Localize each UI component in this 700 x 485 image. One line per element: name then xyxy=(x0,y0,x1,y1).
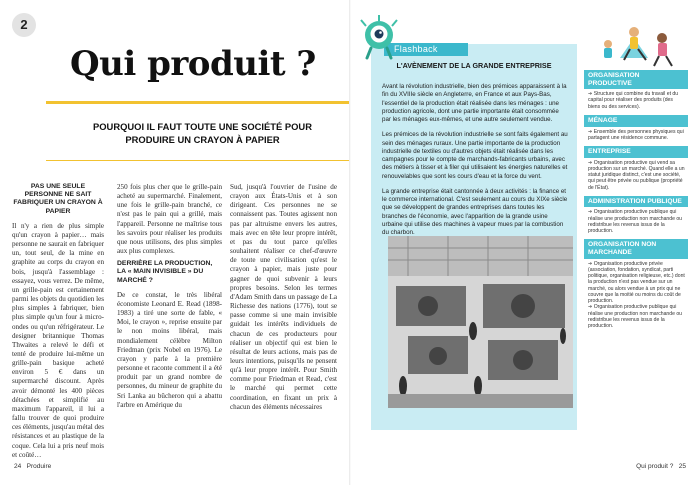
glossary-definition-text: Structure qui combine du travail et du capital pour réaliser des produits (des biens ou des services). xyxy=(588,91,679,110)
glossary-sidebar xyxy=(584,70,688,430)
text-column-2 xyxy=(117,183,222,453)
glossary-definition-text: Organisation productive publique qui réalise une production non marchande ou redistribue les revenus issus de la production. xyxy=(588,304,683,330)
glossary-entry xyxy=(584,115,688,146)
arrow-icon: ➔ xyxy=(588,304,594,311)
glossary-heading: ADMINISTRATION PUBLIQUE xyxy=(584,196,688,208)
section-kicker: DERRIÈRE LA PRODUCTION, LA « MAIN INVISIBLE » DU MARCHÉ ? xyxy=(117,260,213,284)
glossary-entry xyxy=(584,196,688,240)
flashback-paragraph: La grande entreprise était cantonnée à deux activités : la finance et le commerce international. C'est seulement au cours du XIXe siècle que se développent de grandes entreprises dans toutes les branches de l'économie, avec l'apparition de la grande usine urbaine qui utilise des machines à vapeur mues par la combustion du charbon. xyxy=(382,187,568,236)
factory-engraving-image xyxy=(388,236,573,408)
body-paragraph: Il n'y a rien de plus simple qu'un crayon à papier… mais personne ne saurait en fabriquer un, tout seul, de la mine en graphite au corps du crayon en bois, jusqu'à l'assemblage : essayez, vous verrez. De même, un grille-pain est certainement parmi les objets du quotidien les plus simples à fabriquer, bien plus simple qu'un four à micro-ondes ou qu'un réfrigérateur. Le designer britannique Thomas Thwaites a relevé le défi et tenté de produire lui-même un grille-pain basique acheté environ 5 € dans un supermarché discount. Après avoir démonté les 400 pièces détachées et simplifié au maximum l'appareil, il lui a fallu trouver de quoi produire ces éléments, jusqu'au métal des résistances et au plastique de la coque. Cela lui a pris neuf mois et coûté… xyxy=(12,221,105,459)
subtitle-divider xyxy=(46,160,349,161)
text-column-3 xyxy=(230,183,337,453)
glossary-definition-text: Organisation productive qui vend sa production sur un marché. Quand elle a un statut juridique distinct, c'est une société, qui peut être privée ou publique (propriété de l'État). xyxy=(588,159,685,191)
chapter-number-badge: 2 xyxy=(12,13,36,37)
flashback-paragraph: Avant la révolution industrielle, bien des prémices apparaissent à la fin du XVIIIe siècle en Angleterre, en France et aux Pays-Bas, l'essentiel de la production était réalisée dans les ménages : une production agricole, dont une partie importante était consommée par les ménages eux-mêmes, et une autre seulement vendue. xyxy=(382,83,567,123)
footer-section: Produire xyxy=(26,463,52,470)
body-paragraph: De ce constat, le très libéral économiste Leonard E. Read (1898-1983) a tiré une sorte de fable, « Moi, le crayon », reprise ensuite par le non moins libéral, mais mondialement célèbre Milton Friedman (prix Nobel en 1976). Le crayon y parle à la première personne et raconte comment il a été produit par un grand nombre de personnes, du mineur de graphite du Sri Lanka au bûcheron qui a abattu l'arbre en Amérique du xyxy=(117,290,222,409)
glossary-entry xyxy=(584,70,688,115)
people-illustration-icon xyxy=(590,18,684,70)
arrow-icon: ➔ xyxy=(588,260,594,267)
body-paragraph: 250 fois plus cher que le grille-pain acheté au supermarché. Finalement, une fois le grille-pain branché, ce n'est pas le pain qui a grillé, mais l'appareil. Personne ne maîtrise tous les savoirs pour réaliser les produits que nous utilisons, des plus simples aux plus complexes. xyxy=(117,183,222,256)
text-column-1 xyxy=(12,183,105,459)
glossary-definition xyxy=(584,89,688,115)
page-subtitle: POURQUOI IL FAUT TOUTE UNE SOCIÉTÉ POUR PRODUIRE UN CRAYON À PAPIER xyxy=(93,121,312,145)
glossary-definition-text: Organisation productive publique qui réalise une production non marchande ou redistribue les revenus issus de la production. xyxy=(588,209,683,235)
glossary-definition xyxy=(584,158,688,196)
footer-left xyxy=(14,463,51,470)
flashback-title: L'AVÈNEMENT DE LA GRANDE ENTREPRISE xyxy=(396,61,552,70)
footer-right xyxy=(636,463,686,470)
book-gutter xyxy=(349,0,351,485)
glossary-heading: MÉNAGE xyxy=(584,115,688,127)
glossary-heading: ORGANISATION NON MARCHANDE xyxy=(584,239,688,258)
glossary-definition xyxy=(584,207,688,239)
body-paragraph: Sud, jusqu'à l'ouvrier de l'usine de crayon aux États-Unis et à son dirigeant. Ces personnes ne se connaissent pas. Toutes agissent non pas par altruisme envers les autres, mais avec en tête leur propre intérêt, et pas du tout parce qu'elles souhaitent réaliser ce chef-d'œuvre de toute une civilisation qu'est le crayon à papier, mais juste pour gagner de quoi subvenir à leurs propres besoins. Selon les termes d'Adam Smith dans un passage de La Richesse des nations (1776), tout se passe comme si une main invisible guidait les intérêts individuels de chacun de ces producteurs pour réaliser un objectif qui est bien le résultat de leurs actions, mais pas de leurs intentions, puisqu'ils ne pensent qu'à leur propre intérêt. Pour Smith comme pour Friedman et Read, c'est le marché qui permet cette coordination, en fixant un prix à chacun des éléments nécessaires xyxy=(230,183,337,411)
glossary-entry xyxy=(584,146,688,196)
flashback-paragraph: Les prémices de la révolution industrielle se sont faits également au sein des ménages ruraux. Une partie importante de la production industrielle de textiles ou d'autres objets était réalisée dans les campagnes pour le compte de marchands-fabricants urbains, avec des métiers à tisser et à filer qui utilisaient les énergies naturelles et renouvelables que sont les cours d'eau et la force du vent. xyxy=(382,131,568,180)
page-title: Qui produit ? xyxy=(70,44,316,84)
arrow-icon: ➔ xyxy=(588,91,594,98)
footer-section: Qui produit ? xyxy=(636,463,674,470)
flashback-tab-label: Flashback xyxy=(394,44,438,54)
glossary-heading: ENTREPRISE xyxy=(584,146,688,158)
section-kicker: PAS UNE SEULE PERSONNE NE SAIT FABRIQUER UN CRAYON À PAPIER xyxy=(13,183,103,215)
glossary-heading: ORGANISATION PRODUCTIVE xyxy=(584,70,688,89)
eye-mascot-icon xyxy=(355,14,415,60)
title-divider xyxy=(46,101,349,104)
page-number: 25 xyxy=(678,463,686,470)
flashback-text xyxy=(382,83,568,244)
glossary-entry xyxy=(584,239,688,334)
glossary-definition xyxy=(584,259,688,335)
arrow-icon: ➔ xyxy=(588,128,594,135)
glossary-definition xyxy=(584,127,688,147)
arrow-icon: ➔ xyxy=(588,159,594,166)
page-number: 24 xyxy=(14,463,22,470)
glossary-definition-text: Organisation productive privée (association, fondation, syndicat, parti politique, organisation religieuse, etc.) dont la production n'est pas vendue sur un marché, ou alors vendue à un prix qui ne couvre que la moitié ou moins du coût de production. xyxy=(588,260,685,305)
arrow-icon: ➔ xyxy=(588,209,594,216)
glossary-definition-text: Ensemble des personnes physiques qui partagent une résidence commune. xyxy=(588,128,684,141)
